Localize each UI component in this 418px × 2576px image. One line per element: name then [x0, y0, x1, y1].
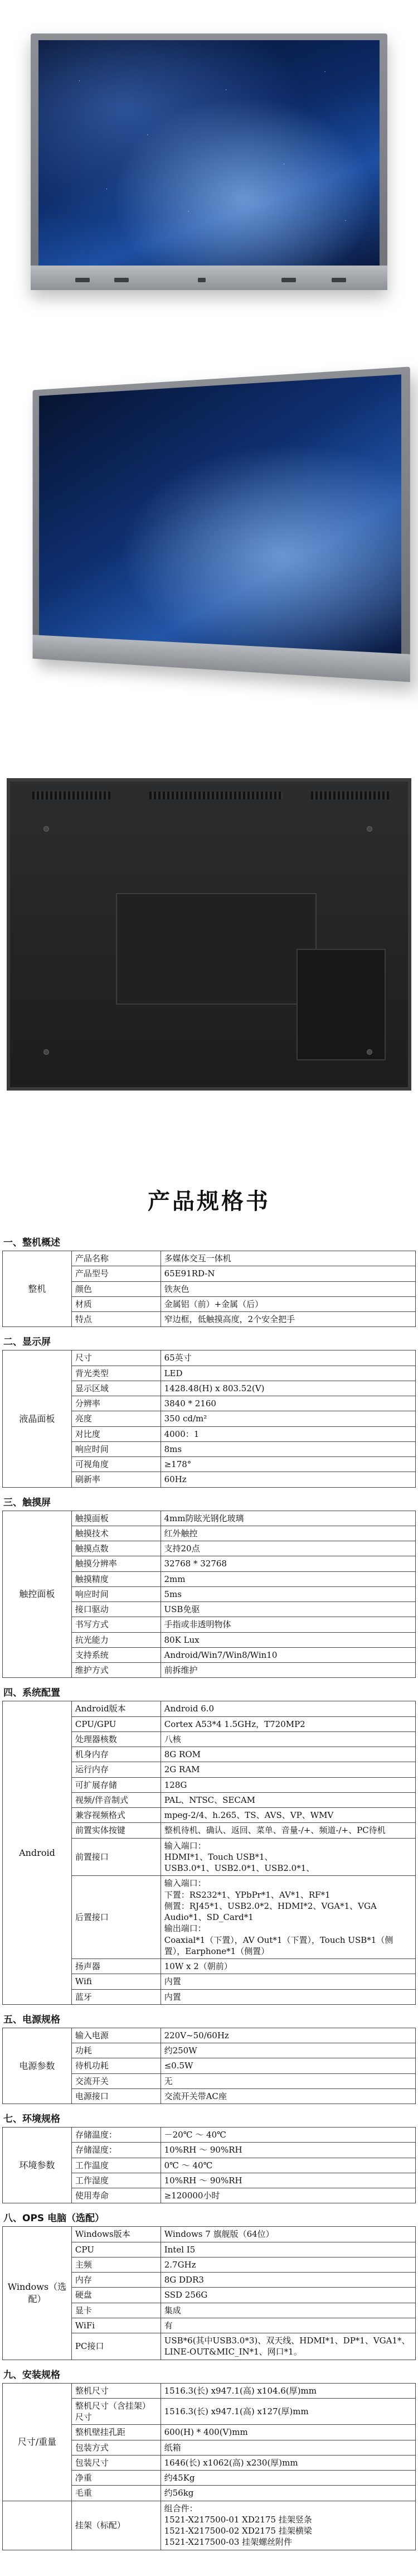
spec-value-line: 8ms	[164, 1444, 182, 1454]
spec-key: Wifi	[71, 1974, 161, 1989]
spec-value	[161, 1747, 415, 1762]
section-title: 三、触摸屏	[3, 1497, 51, 1508]
spec-value	[161, 1511, 416, 1526]
spec-value-line: 1428.48(H) x 803.52(V)	[164, 1383, 265, 1393]
spec-value	[161, 1701, 415, 1716]
spec-value-line: 8G DDR3	[164, 2275, 204, 2285]
spec-value	[161, 1457, 415, 1472]
display-screen	[39, 374, 401, 654]
spec-value-line: ≥120000小时	[164, 2191, 220, 2201]
spec-value-line: 220V~50/60Hz	[164, 2030, 229, 2040]
spec-value	[161, 1296, 415, 1311]
spec-value-line: 1646(长) x1062(高) x230(厚)mm	[164, 2457, 298, 2468]
spec-value	[161, 1396, 415, 1411]
spec-value-line: 350 cd/m²	[164, 1414, 207, 1424]
spec-key: 使用寿命	[71, 2188, 161, 2203]
spec-key: 触摸技术	[71, 1526, 161, 1541]
spec-value-line: 0℃ ～ 40℃	[164, 2160, 213, 2170]
spec-value	[161, 1411, 415, 1426]
spec-value-line: Windows 7 旗舰版（64位）	[164, 2229, 274, 2240]
display-angle-image	[33, 366, 410, 682]
section-title: 四、系统配置	[3, 1687, 60, 1699]
spec-value-line: 10%RH ～ 90%RH	[164, 2145, 242, 2155]
spec-key: 机身内存	[71, 1747, 161, 1762]
spec-key: 交流开关	[71, 2073, 161, 2088]
spec-value	[161, 1989, 415, 2004]
spec-value	[161, 1472, 415, 1487]
spec-value	[161, 2088, 415, 2104]
table-row	[3, 2227, 416, 2242]
spec-title: 产品规格书	[148, 1188, 270, 1214]
spec-key: 毛重	[71, 2486, 161, 2501]
spec-value	[161, 1762, 415, 1777]
spec-key: 响应时间	[71, 1441, 161, 1456]
spec-value	[161, 1731, 415, 1747]
spec-value	[161, 1876, 415, 1959]
section-title: 七、环境规格	[3, 2114, 60, 2125]
spec-value	[161, 1541, 416, 1556]
spec-key: WiFi	[71, 2318, 161, 2333]
spec-value-line: 交流开关带AC座	[164, 2091, 227, 2101]
spec-key: 触摸精度	[71, 1571, 161, 1586]
spec-value-line: 1521-X217500-02 XD2175 挂架横梁	[164, 2526, 312, 2536]
spec-value-line: －20℃ ～ 40℃	[164, 2130, 226, 2140]
spec-key: 对比度	[71, 1426, 161, 1441]
spec-key: 待机功耗	[71, 2058, 161, 2073]
spec-value	[161, 1251, 415, 1266]
spec-key: 产品名称	[71, 1251, 161, 1266]
spec-value	[161, 1647, 416, 1662]
spec-value-line: 5ms	[164, 1589, 182, 1599]
spec-value	[161, 1586, 416, 1601]
table-row	[3, 2128, 416, 2143]
spec-value	[161, 2043, 415, 2058]
spec-key: 触摸面板	[71, 1511, 161, 1526]
spec-value	[161, 2318, 415, 2333]
spec-value	[161, 2383, 415, 2398]
spec-key: 整机尺寸（含挂架）尺寸	[71, 2398, 161, 2425]
spec-value-line: Coaxial*1（下置），AV Out*1（下置），Touch USB*1（侧置），Earphone*1（侧置）	[164, 1935, 393, 1956]
spec-value	[161, 1974, 415, 1989]
spec-table	[2, 2028, 416, 2104]
spec-value-line: USB*6(其中USB3.0*3)、双天线、HDMI*1、DP*1、VGA1*、LINE-OUT&MIC_IN*1、网口*1。	[164, 2336, 410, 2357]
spec-table	[2, 1511, 416, 1678]
spec-key: 包装尺寸	[71, 2455, 161, 2470]
spec-table	[2, 2383, 416, 2550]
spec-key: 后置接口	[71, 1876, 161, 1959]
spec-key: 特点	[71, 1312, 161, 1327]
spec-key: 可视角度	[71, 1457, 161, 1472]
spec-key: 书写方式	[71, 1617, 161, 1632]
spec-key: 前置实体按键	[71, 1823, 161, 1838]
spec-value	[161, 1312, 415, 1327]
spec-value	[161, 1808, 415, 1823]
group-label: 电源参数	[3, 2028, 72, 2104]
spec-key: 整机尺寸	[71, 2383, 161, 2398]
spec-value-line: 60Hz	[164, 1474, 187, 1485]
spec-value-line: 3840 * 2160	[164, 1398, 216, 1408]
spec-value-line: 10%RH ～ 90%RH	[164, 2175, 242, 2186]
display-front-image	[31, 33, 387, 290]
spec-value-line: 4000：1	[164, 1429, 200, 1439]
spec-value	[161, 2273, 415, 2288]
spec-value	[161, 2486, 415, 2501]
spec-value	[161, 2440, 415, 2455]
spec-key: 运行内存	[71, 1762, 161, 1777]
spec-value	[161, 1632, 416, 1647]
spec-value-line: 65英寸	[164, 1353, 192, 1363]
spec-key: CPU/GPU	[71, 1716, 161, 1731]
spec-key: 产品型号	[71, 1266, 161, 1281]
spec-key: 存储湿度：	[71, 2143, 161, 2158]
display-screen	[38, 40, 380, 266]
spec-value	[161, 2425, 415, 2440]
spec-value-line: USB免驱	[164, 1604, 200, 1614]
spec-value	[161, 2471, 415, 2486]
spec-value-line: 铁灰色	[164, 1284, 189, 1294]
spec-value-line: LED	[164, 1368, 183, 1378]
photo-back-view	[0, 714, 418, 1166]
spec-value	[161, 1426, 415, 1441]
spec-value	[161, 1959, 415, 1974]
group-label: 环境参数	[3, 2128, 72, 2203]
spec-value	[161, 2173, 415, 2188]
spec-key: 分辨率	[71, 1396, 161, 1411]
spec-key: 硬盘	[71, 2288, 161, 2303]
spec-key: 整机壁挂孔距	[71, 2425, 161, 2440]
spec-value	[161, 1381, 415, 1396]
spec-value	[161, 1556, 416, 1571]
spec-value-line: 下置：RS232*1、YPbPr*1、AV*1、RF*1	[164, 1889, 330, 1900]
spec-value-line: 侧置：RJ45*1、USB2.0*2、HDMI*2、VGA*1、VGA Audio*1、SD_Card*1	[164, 1900, 377, 1922]
spec-value	[161, 2188, 415, 2203]
section-title: 五、电源规格	[3, 2014, 60, 2025]
spec-key: 工作湿度	[71, 2173, 161, 2188]
spec-key: CPU	[71, 2242, 161, 2257]
group-label: Windows（选配）	[3, 2227, 72, 2360]
spec-key: 背光类型	[71, 1366, 161, 1381]
spec-key: 尺寸	[71, 1350, 161, 1366]
spec-value	[161, 1366, 415, 1381]
back-mount-plate	[116, 893, 317, 1005]
spec-value-line: 1521-X217500-01 XD2175 挂架竖条	[164, 2514, 312, 2525]
spec-value-line: 2mm	[164, 1574, 186, 1584]
spec-table	[2, 2127, 416, 2203]
spec-value	[161, 2303, 415, 2318]
spec-value	[161, 2288, 415, 2303]
spec-value	[161, 1281, 415, 1296]
spec-value	[161, 1823, 415, 1838]
spec-value-line: 2G RAM	[164, 1764, 200, 1775]
spec-value	[161, 1777, 415, 1792]
spec-value	[161, 2028, 415, 2043]
spec-key: 材质	[71, 1296, 161, 1311]
spec-value	[161, 2227, 415, 2242]
spec-table	[2, 1251, 416, 1327]
spec-value-line: 输入端口：	[164, 1878, 206, 1889]
spec-value-line: 1521-X217500-03 挂架螺丝附件	[164, 2537, 293, 2548]
spec-sections	[2, 1231, 416, 2550]
spec-value-line: Android 6.0	[164, 1704, 215, 1714]
table-row	[3, 2501, 416, 2550]
spec-value	[161, 1602, 416, 1617]
spec-key: 蓝牙	[71, 1989, 161, 2004]
ops-slot	[297, 949, 386, 1060]
spec-key: 响应时间	[71, 1586, 161, 1601]
spec-value-line: HDMI*1、Touch USB*1、	[164, 1851, 273, 1862]
spec-key: 触摸点数	[71, 1541, 161, 1556]
spec-value	[161, 1266, 415, 1281]
table-row	[3, 1251, 416, 1266]
section-title: 一、整机概述	[3, 1237, 60, 1248]
table-row	[3, 1350, 416, 1366]
spec-value	[161, 1716, 415, 1731]
table-row	[3, 1701, 416, 1716]
spec-key: 接口驱动	[71, 1602, 161, 1617]
spec-value-line: 约45Kg	[164, 2473, 195, 2483]
section-title: 九、安装规格	[3, 2369, 60, 2381]
group-label: 液晶面板	[3, 1350, 72, 1487]
spec-value-line: PAL、NTSC、SECAM	[164, 1794, 256, 1805]
spec-value-line: USB3.0*1、USB2.0*1、USB2.0*1、	[164, 1863, 315, 1873]
spec-key: 扬声器	[71, 1959, 161, 1974]
spec-key: 亮度	[71, 1411, 161, 1426]
spec-value-line: 1516.3(长) x947.1(高) x127(厚)mm	[164, 2406, 309, 2416]
group-label: Android	[3, 1701, 72, 2005]
spec-value-line: 前拆维护	[164, 1665, 198, 1675]
spec-value-line: 8G ROM	[164, 1749, 201, 1759]
photo-front-view	[0, 0, 418, 357]
spec-key: 显卡	[71, 2303, 161, 2318]
spec-value-line: 600(H) * 400(V)mm	[164, 2427, 248, 2438]
spec-value-line: 金属铝（前）+金属（后）	[164, 1299, 264, 1309]
spec-value-line: SSD 256G	[164, 2290, 208, 2300]
spec-key: 功耗	[71, 2043, 161, 2058]
spec-table	[2, 1701, 416, 2005]
spec-value-line: 1516.3(长) x947.1(高) x104.6(厚)mm	[164, 2385, 317, 2396]
spec-key: Android版本	[71, 1701, 161, 1716]
spec-key: 维护方式	[71, 1663, 161, 1678]
spec-value-line: 80K Lux	[164, 1634, 200, 1645]
spec-value-line: 手指或非透明物体	[164, 1619, 231, 1630]
spec-value	[161, 1617, 416, 1632]
photo-angle-view	[0, 357, 418, 714]
spec-key: 触摸分辨率	[71, 1556, 161, 1571]
spec-value	[161, 2333, 415, 2360]
spec-key: Windows版本	[71, 2227, 161, 2242]
spec-value-line: 4mm防眩光钢化玻璃	[164, 1513, 244, 1523]
spec-key: 净重	[71, 2471, 161, 2486]
spec-value	[161, 2058, 415, 2073]
spec-value-line: 约56kg	[164, 2488, 194, 2498]
spec-key: 输入电源	[71, 2028, 161, 2043]
spec-value-line: 整机待机、确认、返回、菜单、音量-/+、频道-/+、PC待机	[164, 1825, 386, 1836]
spec-value	[161, 2398, 415, 2425]
spec-key: PC接口	[71, 2333, 161, 2360]
spec-value-line: 组合件：	[164, 2503, 198, 2514]
spec-value-line: 2.7GHz	[164, 2259, 196, 2270]
spec-value-line: 多媒体交互一体机	[164, 1253, 231, 1263]
spec-key: 处理器核数	[71, 1731, 161, 1747]
spec-key: 支持系统	[71, 1647, 161, 1662]
spec-key: 前置接口	[71, 1838, 161, 1876]
spec-key: 颜色	[71, 1281, 161, 1296]
spec-value-line: 输出端口：	[164, 1923, 206, 1934]
spec-value-line: ≤0.5W	[164, 2061, 193, 2071]
spec-table	[2, 2226, 416, 2360]
group-label: 尺寸/重量	[3, 2383, 72, 2501]
spec-key: 抗光能力	[71, 1632, 161, 1647]
spec-key: 显示区域	[71, 1381, 161, 1396]
display-back-image	[7, 778, 411, 1091]
spec-sheet	[0, 1166, 418, 2576]
spec-value	[161, 2257, 415, 2272]
spec-value	[161, 2501, 415, 2550]
spec-value	[161, 2158, 415, 2173]
spec-value	[161, 1838, 415, 1876]
spec-value-line: 窄边框，低触摸高度，2个安全把手	[164, 1314, 295, 1324]
spec-value	[161, 1526, 416, 1541]
spec-key: 主频	[71, 2257, 161, 2272]
spec-value-line: 支持20点	[164, 1543, 200, 1554]
spec-value-line: 内置	[164, 1991, 181, 2002]
spec-key: 工作温度	[71, 2158, 161, 2173]
spec-value	[161, 2143, 415, 2158]
table-row	[3, 1511, 416, 1526]
spec-value-line: 10W x 2（朝前）	[164, 1961, 232, 1971]
section-title: 八、OPS 电脑（选配）	[3, 2213, 105, 2225]
spec-value-line: 32768 * 32768	[164, 1559, 227, 1569]
group-label: 整机	[3, 1251, 72, 1327]
spec-key: 包装方式	[71, 2440, 161, 2455]
spec-value	[161, 2242, 415, 2257]
spec-value	[161, 1792, 415, 1807]
spec-value-line: 约250W	[164, 2046, 197, 2056]
spec-key: 视频/伴音制式	[71, 1792, 161, 1807]
spec-key: 挂架（标配）	[71, 2501, 161, 2550]
spec-value-line: 输入端口：	[164, 1840, 206, 1851]
spec-value	[161, 2455, 415, 2470]
spec-key: 存储温度：	[71, 2128, 161, 2143]
spec-value-line: 有	[164, 2320, 173, 2331]
spec-value	[161, 1350, 415, 1366]
spec-value	[161, 2073, 415, 2088]
spec-key: 兼容视频格式	[71, 1808, 161, 1823]
spec-table	[2, 1350, 416, 1487]
spec-value-line: 无	[164, 2076, 173, 2086]
spec-key: 内存	[71, 2273, 161, 2288]
group-label: 触控面板	[3, 1511, 72, 1678]
spec-value-line: 集成	[164, 2305, 181, 2315]
spec-key: 可扩展存储	[71, 1777, 161, 1792]
spec-value-line: 内置	[164, 1976, 181, 1987]
spec-value	[161, 1663, 416, 1678]
spec-value-line: Android/Win7/Win8/Win10	[164, 1649, 278, 1660]
table-row	[3, 2028, 416, 2043]
spec-value	[161, 2128, 415, 2143]
spec-value-line: 红外触控	[164, 1528, 198, 1538]
group-label	[3, 2501, 72, 2550]
display-bottom-bar	[31, 266, 387, 290]
spec-key: 刷新率	[71, 1472, 161, 1487]
spec-value-line: ≥178°	[164, 1459, 192, 1469]
spec-value-line: 65E91RD-N	[164, 1268, 215, 1279]
table-row	[3, 2383, 416, 2398]
spec-value-line: 纸箱	[164, 2442, 181, 2453]
spec-value-line: mpeg-2/4、h.265、TS、AVS、VP、WMV	[164, 1810, 334, 1820]
spec-value	[161, 1571, 416, 1586]
spec-value-line: 128G	[164, 1779, 187, 1790]
spec-value-line: Intel I5	[164, 2244, 196, 2255]
section-title: 二、显示屏	[3, 1337, 51, 1348]
spec-value-line: 八核	[164, 1734, 181, 1744]
spec-key: 电源接口	[71, 2088, 161, 2104]
spec-value-line: Cortex A53*4 1.5GHz，T720MP2	[164, 1719, 305, 1729]
spec-value	[161, 1441, 415, 1456]
product-photos	[0, 0, 418, 1166]
